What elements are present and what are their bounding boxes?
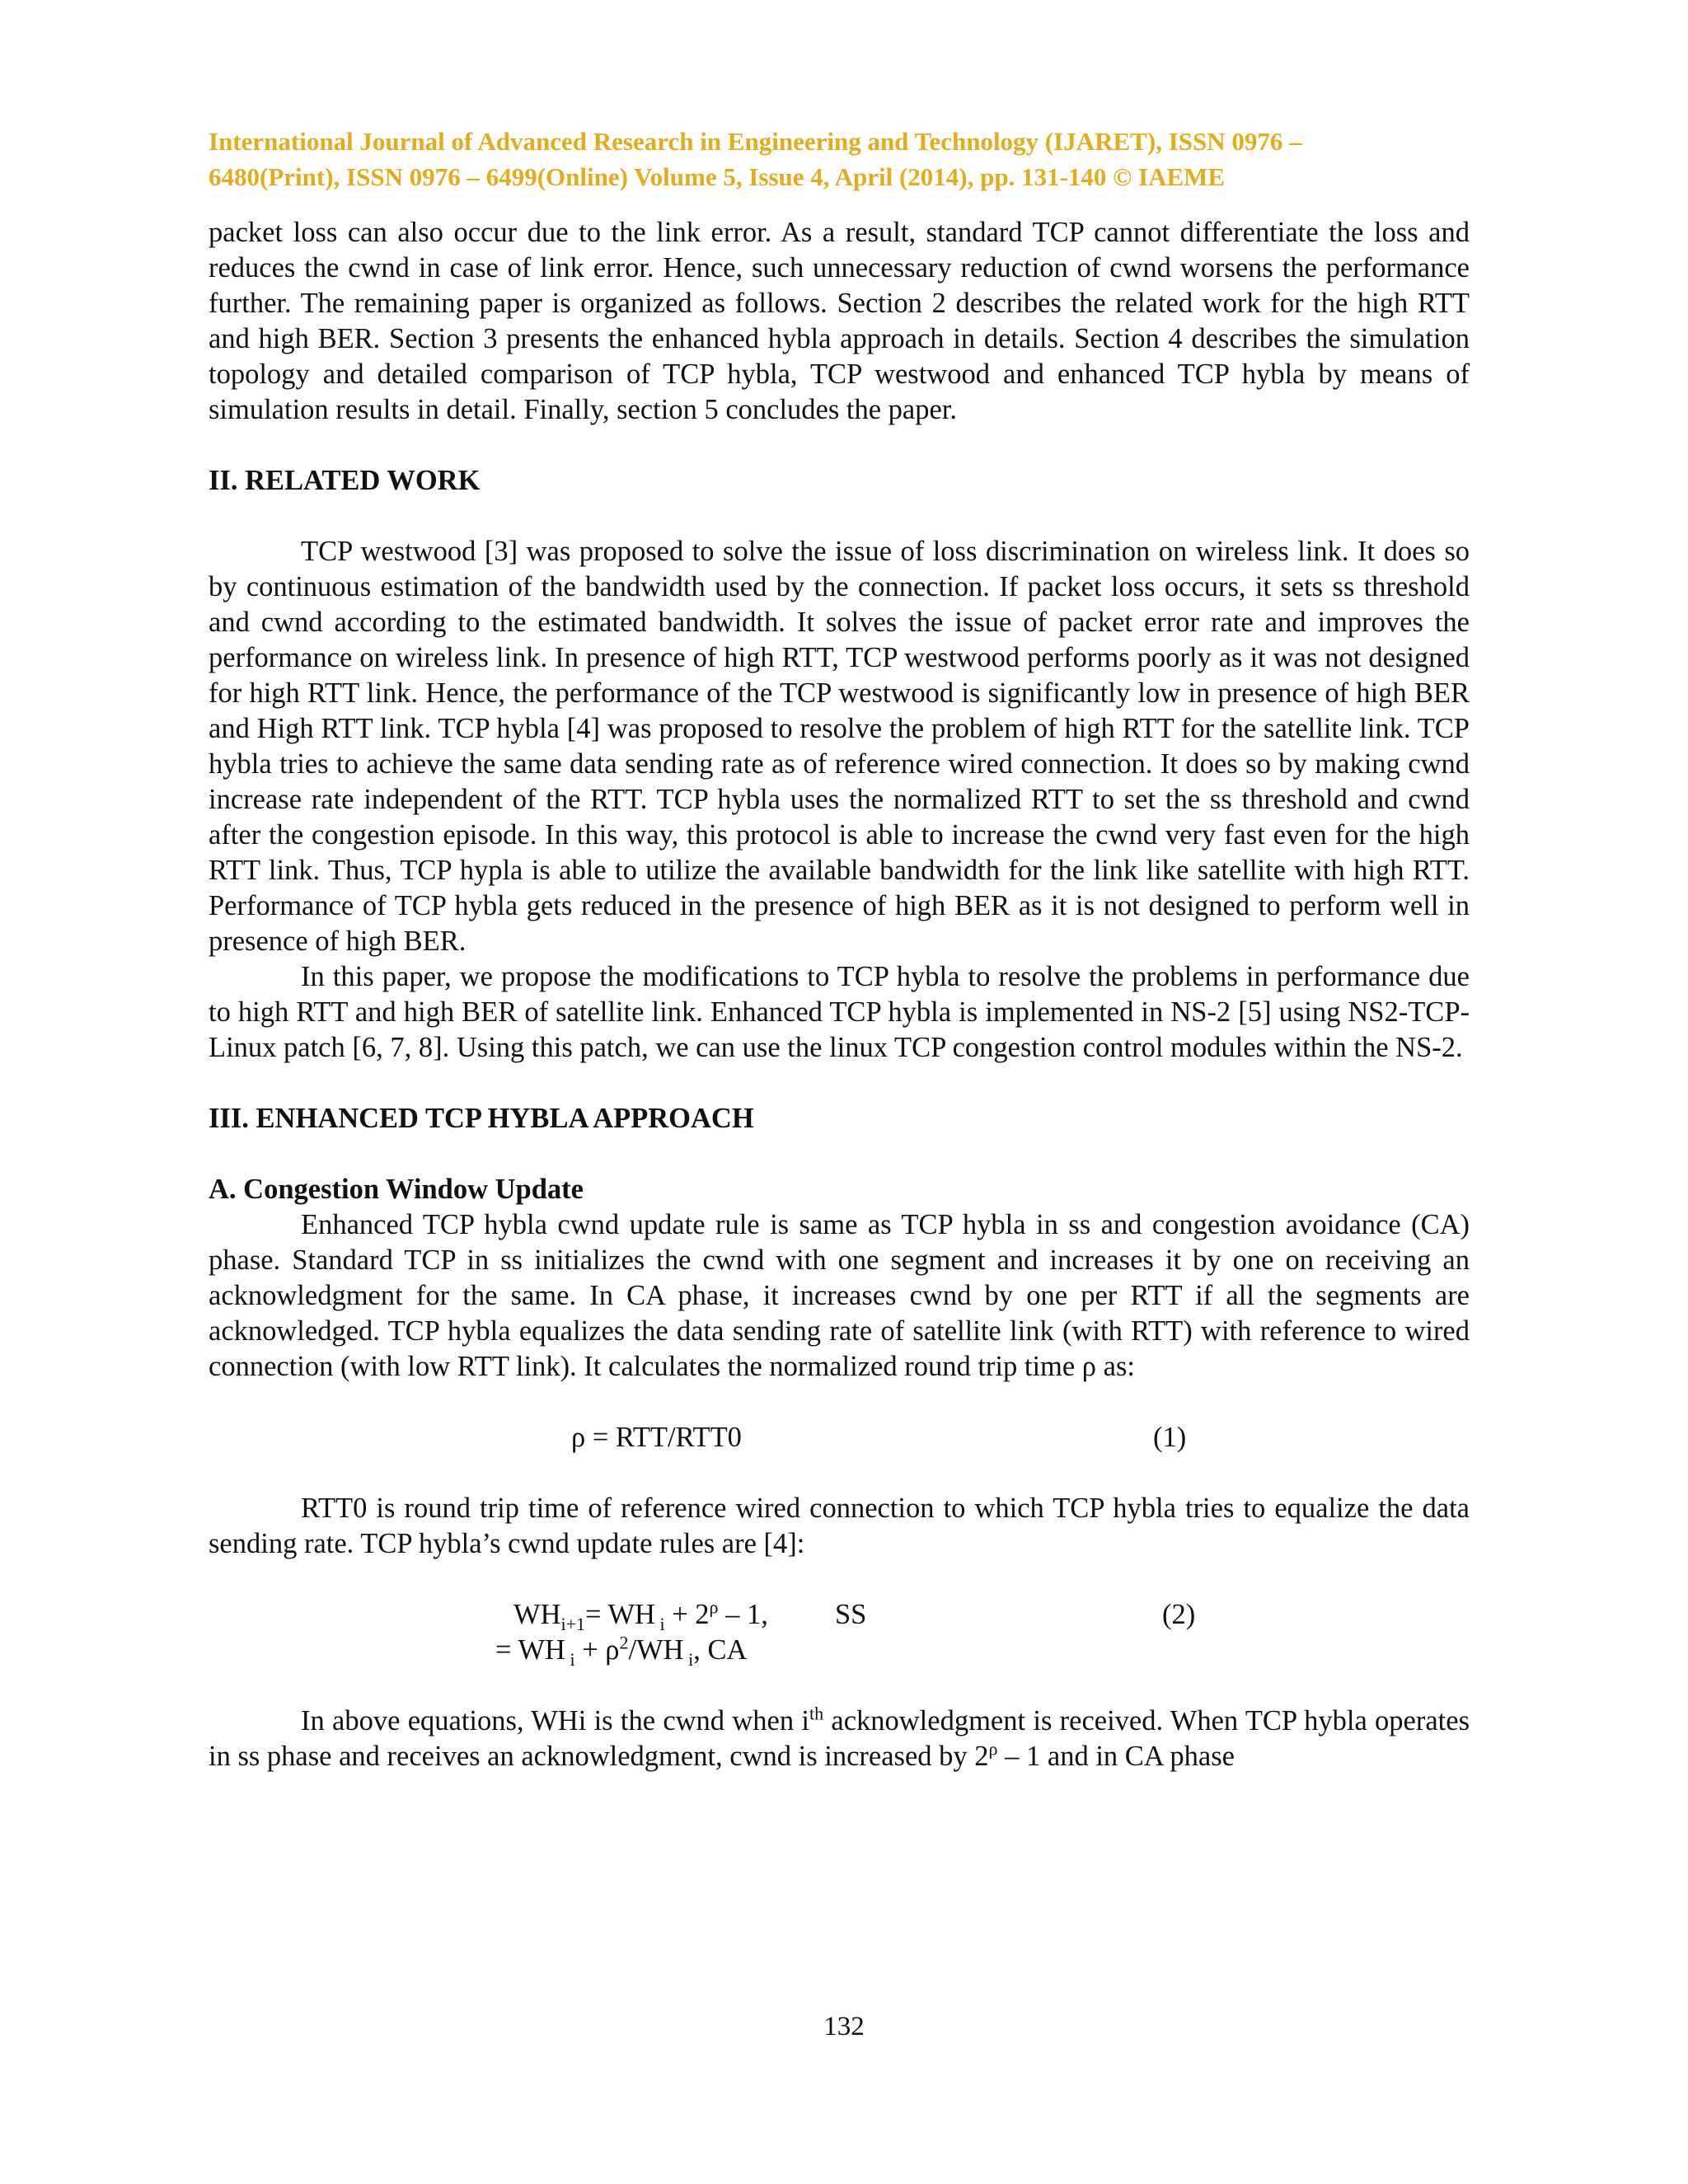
equation-2-ca-rule: = WH $_i + \rho^2/WH$ $_i$, CA [495, 1632, 748, 1670]
equation-2-number: (2) [1162, 1599, 1196, 1630]
equation-1 [209, 1420, 1470, 1455]
approach-paragraph-3: In above equations, WHi is the cwnd when $i^{th}$ acknowledgment is received. When TCP hybla operates in ss phase and receives an acknowledgment, cwnd is increased by $2^\rho - 1$ and in CA phase [209, 1703, 1470, 1772]
equation-2-ss-label: SS [835, 1599, 867, 1630]
page-number: 132 [823, 2012, 865, 2041]
equation-2-ss-rule: $WH_{i+1}=$ WH $_i + 2^\rho - 1$, [513, 1596, 768, 1634]
journal-header [209, 124, 1470, 194]
equation-2-line-2 [209, 1633, 1470, 1668]
header-line-1: International Journal of Advanced Research in Engineering and Technology (IJARET), ISSN 0976 – [209, 127, 1302, 156]
related-work-paragraph-2: In this paper, we propose the modifications to TCP hybla to resolve the problems in performance due to high RTT and high BER of satellite link. Enhanced TCP hybla is implemented in NS-2 [5] using NS2-TCP-Linux patch [6, 7, 8]. Using this patch, we can use the linux TCP congestion control modules within the NS-2. [209, 961, 1470, 1063]
intro-paragraph: packet loss can also occur due to the link error. As a result, standard TCP cannot differentiate the loss and reduces the cwnd in case of link error. Hence, such unnecessary reduction of cwnd worsens the performance further. The remaining paper is organized as follows. Section 2 describes the related work for the high RTT and high BER. Section 3 presents the enhanced hybla approach in details. Section 4 describes the simulation topology and detailed comparison of TCP hybla, TCP westwood and enhanced TCP hybla by means of simulation results in detail. Finally, section 5 concludes the paper. [209, 217, 1470, 425]
page-content [209, 124, 1470, 1774]
section-3-heading: III. ENHANCED TCP HYBLA APPROACH [209, 1103, 754, 1134]
related-work-paragraph-1: TCP westwood [3] was proposed to solve the issue of loss discrimination on wireless link. It does so by continuous estimation of the bandwidth used by the connection. If packet loss occurs, it sets ss threshold and cwnd according to the estimated bandwidth. It solves the issue of packet error rate and improves the performance on wireless link. In presence of high RTT, TCP westwood performs poorly as it was not designed for high RTT link. Hence, the performance of the TCP westwood is significantly low in presence of high BER and High RTT link. TCP hybla [4] was proposed to resolve the problem of high RTT for the satellite link. TCP hybla tries to achieve the same data sending rate as of reference wired connection. It does so by making cwnd increase rate independent of the RTT. TCP hybla uses the normalized RTT to set the ss threshold and cwnd after the congestion episode. In this way, this protocol is able to increase the cwnd very fast even for the high RTT link. Thus, TCP hypla is able to utilize the available bandwidth for the link like satellite with high RTT. Performance of TCP hybla gets reduced in the presence of high BER as it is not designed to perform well in presence of high BER. [209, 536, 1470, 957]
subsection-a-heading: A. Congestion Window Update [209, 1174, 584, 1205]
equation-2-line-1 [209, 1597, 1470, 1633]
approach-paragraph-1: Enhanced TCP hybla cwnd update rule is same as TCP hybla in ss and congestion avoidance (CA) phase. Standard TCP in ss initializes the cwnd with one segment and increases it by one on receiving an acknowledgment for the same. In CA phase, it increases cwnd by one per RTT if all the segments are acknowledged. TCP hybla equalizes the data sending rate of satellite link (with RTT) with reference to wired connection (with low RTT link). It calculates the normalized round trip time ρ as: [209, 1209, 1470, 1382]
equation-1-number: (1) [1153, 1422, 1187, 1453]
header-line-2: 6480(Print), ISSN 0976 – 6499(Online) Volume 5, Issue 4, April (2014), pp. 131-140 © IAEME [209, 162, 1226, 191]
section-2-heading: II. RELATED WORK [209, 465, 481, 496]
equation-1-expression: ρ = RTT/RTT0 [571, 1422, 742, 1453]
approach-paragraph-2: RTT0 is round trip time of reference wired connection to which TCP hybla tries to equalize the data sending rate. TCP hybla’s cwnd update rules are [4]: [209, 1493, 1470, 1559]
